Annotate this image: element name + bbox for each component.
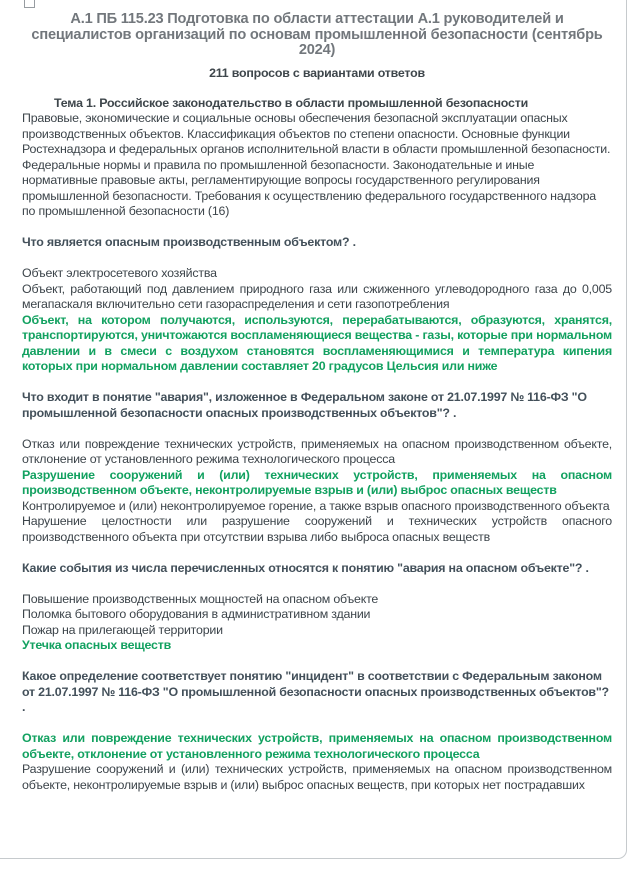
question-text: Что является опасным производственным объектом? . <box>22 235 356 250</box>
question-block <box>22 390 612 545</box>
questions-list <box>22 235 612 793</box>
answer-option: Контролируемое и (или) неконтролируемое горение, а также взрыв опасного производственного объекта <box>22 498 610 513</box>
question-block <box>22 235 612 375</box>
answer-option-correct: Утечка опасных веществ <box>22 638 172 653</box>
question-text: Какое определение соответствует понятию "инцидент" в соответствии с Федеральным законом от 21.07.1997 № 116-ФЗ "О промышленной безопасности опасных производственных объектов"? . <box>22 669 609 715</box>
answer-option: Пожар на прилегающей территории <box>22 622 223 637</box>
page-subtitle: 211 вопросов с вариантами ответов <box>209 66 425 81</box>
page-title: А.1 ПБ 115.23 Подготовка по области аттестации А.1 руководителей и специалистов организаций по основам промышленной безопасности (сентябрь 2024) <box>31 11 603 59</box>
answer-option: Отказ или повреждение технических устройств, применяемых на опасном производственном объекте, отклонение от установленного режима технологического процесса <box>22 436 612 467</box>
answer-option: Объект, работающий под давлением природного газа или сжиженного углеводородного газа до 0,005 мегапаскаля включительно сети газораспределения и сети газопотребления <box>22 281 612 312</box>
answer-option-correct: Отказ или повреждение технических устройств, применяемых на опасном производственном объекте, отклонение от установленного режима технологического процесса <box>22 731 612 761</box>
answer-option: Поломка бытового оборудования в административном здании <box>22 607 371 622</box>
question-block <box>22 561 612 654</box>
answer-option: Разрушение сооружений и (или) технических устройств, применяемых на опасном производственном объекте, неконтролируемые взрыв и (или) выброс опасных веществ, при которых нет пострадавших <box>22 762 612 792</box>
question-block <box>22 669 612 793</box>
answer-option-correct: Объект, на котором получаются, используются, перерабатываются, образуются, хранятся, транспортируются, уничтожаются воспламеняющиеся вещества - газы, которые при нормальном давлении и в смеси с воздухом становятся воспламеняющимися и температура кипения которых при нормальном давлении составляет 20 градусов Цельсия или ниже <box>22 312 612 374</box>
question-text: Какие события из числа перечисленных относятся к понятию "авария на опасном объекте"? . <box>22 560 589 575</box>
answer-option-correct: Разрушение сооружений и (или) технических устройств, применяемых на опасном производственном объекте, неконтролируемые взрыв и (или) выброс опасных веществ <box>22 467 612 498</box>
answer-option: Нарушение целостности или разрушение сооружений и технических устройств опасного производственного объекта при отсутствии взрыва либо выброса опасных веществ <box>22 514 612 544</box>
theme-description: Правовые, экономические и социальные основы обеспечения безопасной эксплуатации опасных производственных объектов. Классификация объектов по степени опасности. Основные функции Ростехнадзора и федеральных органов исполнительной власти в области промышленной безопасности. Федеральные нормы и правила по промышленной безопасности. Законодательные и иные нормативные правовые акты, регламентирующие вопросы государственного регулирования промышленной безопасности. Требования к осуществлению федерального государственного надзора по промышленной безопасности (16) <box>22 111 611 219</box>
answer-option: Повышение производственных мощностей на опасном объекте <box>22 591 379 606</box>
answer-option: Объект электросетевого хозяйства <box>22 266 217 281</box>
question-text: Что входит в понятие "авария", изложенное в Федеральном законе от 21.07.1997 № 116-ФЗ "О промышленной безопасности опасных производственных объектов"? . <box>22 390 587 420</box>
theme-heading: Тема 1. Российское законодательство в области промышленной безопасности <box>54 95 528 110</box>
